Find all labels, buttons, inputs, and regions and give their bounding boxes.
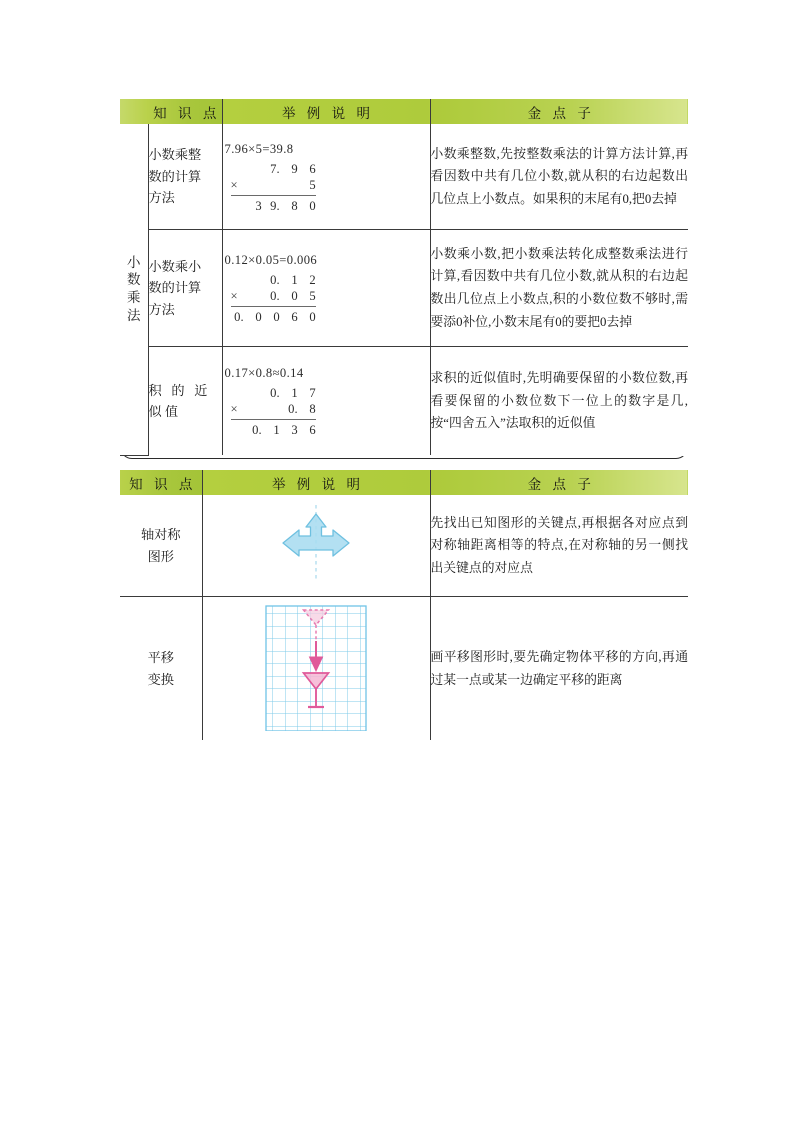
topic-axial-symmetry <box>120 495 202 597</box>
digit-cell: 0 <box>255 310 262 324</box>
digit-cell: 2 <box>309 273 316 287</box>
digit-cell: 0. <box>270 289 280 303</box>
group-label-char-3: 乘 <box>127 290 141 306</box>
vertical-calc-row-multiplier <box>231 288 316 307</box>
vertical-calc-row-product <box>231 198 316 214</box>
equation-inline: 7.96×5=39.8 <box>224 141 294 156</box>
digit-cell: 0 <box>291 289 298 303</box>
figure-cell-translation <box>202 597 430 741</box>
digit-cell: 3 <box>291 423 298 437</box>
tip-decimal-times-integer <box>430 124 688 230</box>
tip-approximate-product <box>430 347 688 456</box>
digit-cell: 1 <box>273 423 280 437</box>
digit-cell: 8 <box>291 198 298 213</box>
digit-cell: 1 <box>291 273 298 287</box>
table1-row-3 <box>120 347 688 456</box>
multiply-operator-icon: × <box>230 177 238 192</box>
table1-header-row <box>120 99 688 124</box>
digit-cell: 9. <box>270 198 280 213</box>
axial-symmetry-svg <box>273 501 359 585</box>
equation-inline: 0.17×0.8≈0.14 <box>224 366 304 380</box>
table2-header-knowledge-point: 知 识 点 <box>120 470 202 495</box>
vertical-calc-row-multiplier <box>231 401 316 420</box>
topic-line: 平移 <box>147 650 174 666</box>
group-label-char-2: 数 <box>127 272 141 288</box>
topic-line: 方法 <box>148 190 175 206</box>
group-label-char-1: 小 <box>127 254 141 270</box>
topic-line: 小数乘小 <box>148 258 202 274</box>
topic-line: 图形 <box>147 548 174 564</box>
table1-row-2 <box>120 230 688 347</box>
digit-cell: 1 <box>291 386 298 400</box>
topic-translation <box>120 597 202 741</box>
example-decimal-times-decimal <box>222 230 430 347</box>
topic-line: 变换 <box>147 671 174 687</box>
translation-grid-figure <box>260 601 372 731</box>
topic-line: 数的计算 <box>148 168 202 184</box>
digit-cell: 5 <box>309 289 316 303</box>
topic-line: 轴对称 <box>140 527 181 543</box>
table2-header-golden-tips: 金 点 子 <box>430 470 688 495</box>
equation-inline: 0.12×0.05=0.006 <box>224 253 318 267</box>
digit-cell: 0. <box>234 310 244 324</box>
topic-decimal-times-integer <box>148 124 222 230</box>
digit-cell: 6 <box>309 161 316 176</box>
table2-row-translation <box>120 597 688 741</box>
knowledge-table-symmetry-translation <box>120 470 688 740</box>
topic-decimal-times-decimal <box>148 230 222 347</box>
tip-text: 先找出已知图形的关键点,再根据各对应点到对称轴距离相等的特点,在对称轴的另一侧找出关键点的对应点 <box>430 515 688 575</box>
vertical-calculation <box>231 161 316 214</box>
table1-row-1 <box>120 124 688 230</box>
axial-symmetry-arrow-figure <box>273 501 359 585</box>
topic-line: 小数乘整 <box>148 147 202 163</box>
digit-cell: 7. <box>270 161 280 176</box>
digit-cell: 7 <box>309 386 316 400</box>
three-way-arrow-shape <box>283 514 349 556</box>
tip-text: 小数乘整数,先按整数乘法的计算方法计算,再看因数中共有几位小数,就从积的右边起数出几位点上小数点。如果积的末尾有0,把0去掉 <box>430 146 688 206</box>
digit-cell: 0. <box>252 423 262 437</box>
topic-line: 积 的 近 <box>148 382 211 398</box>
vertical-calc-row-multiplicand <box>231 161 316 177</box>
tip-text: 小数乘小数,把小数乘法转化成整数乘法进行计算,看因数中共有几位小数,就从积的右边起数出几位点上小数点,积的小数位数不够时,需要添0补位,小数末尾有0的要把0去掉 <box>430 246 688 329</box>
tip-axial-symmetry <box>430 495 688 597</box>
vertical-calc-row-multiplicand <box>231 385 316 401</box>
topic-line: 似值 <box>148 404 182 419</box>
digit-cell: 0 <box>309 310 316 324</box>
tip-decimal-times-decimal <box>430 230 688 347</box>
topic-line: 方法 <box>148 301 175 317</box>
topic-line: 数的计算 <box>148 280 202 296</box>
tip-translation <box>430 597 688 741</box>
digit-cell: 0. <box>288 402 298 416</box>
table2-header-row <box>120 470 688 495</box>
example-decimal-times-integer <box>222 124 430 230</box>
table1-header-gutter <box>120 99 148 124</box>
figure-cell-axial-symmetry <box>202 495 430 597</box>
digit-cell: 8 <box>309 402 316 416</box>
knowledge-table-decimal-multiplication <box>120 99 688 456</box>
digit-cell: 0 <box>273 310 280 324</box>
digit-cell: 6 <box>291 310 298 324</box>
group-label-decimal-multiplication <box>120 124 148 455</box>
digit-cell: 6 <box>309 423 316 437</box>
digit-cell: 0. <box>270 386 280 400</box>
tip-text: 画平移图形时,要先确定物体平移的方向,再通过某一点或某一边确定平移的距离 <box>430 649 688 687</box>
example-approximate-product <box>222 347 430 456</box>
digit-cell: 9 <box>291 161 298 176</box>
table1-header-golden-tips: 金 点 子 <box>430 99 688 124</box>
table2-row-axial-symmetry <box>120 495 688 597</box>
vertical-calc-row-multiplier <box>231 177 316 196</box>
table1-header-example: 举 例 说 明 <box>222 99 430 124</box>
digit-cell: 3 <box>255 198 262 213</box>
table1-header-knowledge-point: 知 识 点 <box>148 99 222 124</box>
table2-header-example: 举 例 说 明 <box>202 470 430 495</box>
topic-approximate-product <box>148 347 222 456</box>
multiply-operator-icon: × <box>230 402 238 416</box>
vertical-calc-row-product <box>213 309 316 325</box>
vertical-calc-row-multiplicand <box>231 272 316 288</box>
digit-cell: 0. <box>270 273 280 287</box>
vertical-calc-row-product <box>231 422 316 438</box>
multiply-operator-icon: × <box>230 289 238 303</box>
tip-text: 求积的近似值时,先明确要保留的小数位数,再看要保留的小数位数下一位上的数字是几,按“四舍五入”法取积的近似值 <box>430 371 688 431</box>
group-label-char-4: 法 <box>127 308 141 324</box>
digit-cell: 5 <box>309 177 316 192</box>
translation-grid-svg <box>260 601 372 731</box>
digit-cell: 0 <box>309 198 316 213</box>
vertical-calculation <box>231 385 316 438</box>
vertical-calculation <box>231 272 316 325</box>
